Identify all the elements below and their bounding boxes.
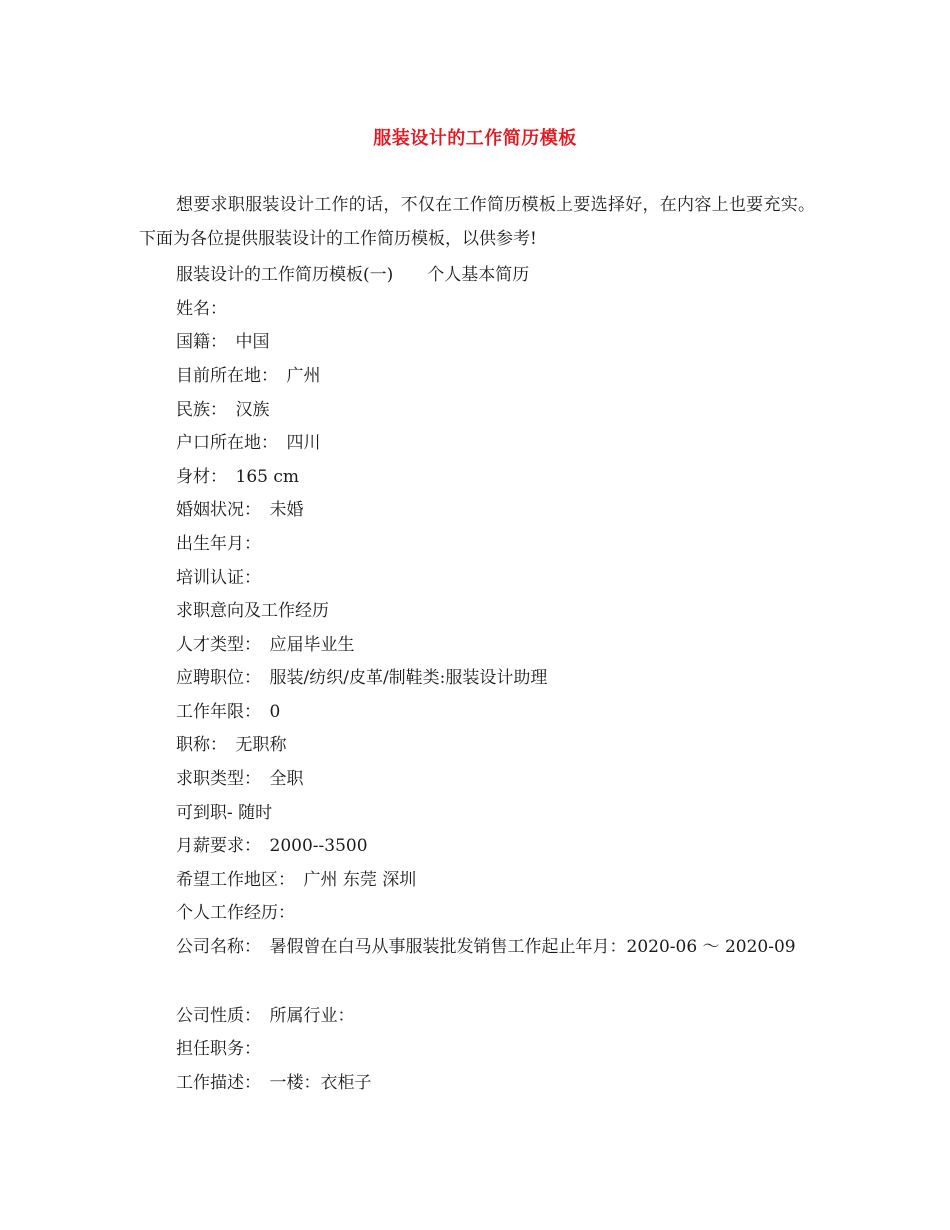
field-training-certification: 培训认证： — [176, 568, 261, 588]
intro-paragraph: 想要求职服装设计工作的话，不仅在工作简历模板上要选择好，在内容上也要充实。下面为各位提供服装设计的工作简历模板，以供参考! — [139, 195, 815, 249]
field-job-description: 工作描述： 一楼：衣柜子 — [176, 1073, 372, 1093]
section-heading-work-experience: 个人工作经历： — [176, 903, 295, 923]
section-heading-template-one: 服装设计的工作简历模板(一) 个人基本简历 — [176, 265, 530, 285]
document-title: 服装设计的工作简历模板 — [373, 128, 577, 149]
field-current-location: 目前所在地： 广州 — [176, 366, 321, 386]
field-job-type: 求职类型： 全职 — [176, 769, 304, 789]
field-professional-title: 职称： 无职称 — [176, 735, 287, 755]
field-position-held: 担任职务： — [176, 1039, 261, 1059]
field-talent-type: 人才类型： 应届毕业生 — [176, 635, 355, 655]
field-marital-status: 婚姻状况： 未婚 — [176, 500, 304, 520]
field-years-of-work: 工作年限： 0 — [176, 702, 281, 722]
field-company-nature: 公司性质： 所属行业： — [176, 1006, 355, 1026]
field-name: 姓名： — [176, 299, 227, 319]
field-nationality: 国籍： 中国 — [176, 332, 270, 352]
section-heading-job-intention: 求职意向及工作经历 — [176, 601, 329, 621]
field-birth-date: 出生年月： — [176, 534, 261, 554]
field-desired-work-area: 希望工作地区： 广州 东莞 深圳 — [176, 870, 417, 890]
field-company-name: 公司名称： 暑假曾在白马从事服装批发销售工作起止年月：2020-06 ～ 2020-09 — [176, 937, 796, 957]
field-availability: 可到职- 随时 — [176, 803, 273, 823]
field-ethnicity: 民族： 汉族 — [176, 400, 270, 420]
field-household-registration: 户口所在地： 四川 — [176, 433, 321, 453]
field-height: 身材： 165 cm — [176, 467, 299, 487]
field-salary-requirement: 月薪要求： 2000--3500 — [176, 836, 368, 856]
field-applied-position: 应聘职位： 服装/纺织/皮革/制鞋类:服装设计助理 — [176, 668, 548, 688]
